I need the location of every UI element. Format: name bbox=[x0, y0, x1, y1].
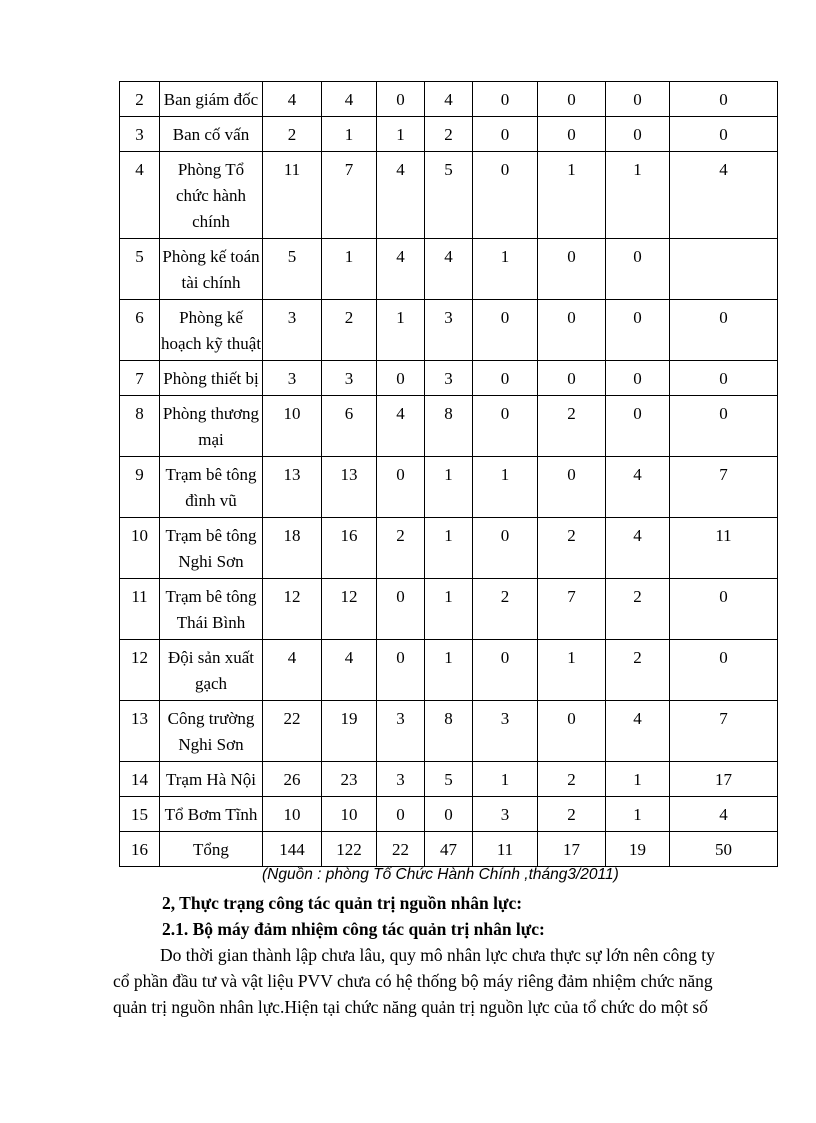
value-cell: 2 bbox=[322, 300, 377, 361]
value-cell: 0 bbox=[473, 152, 538, 239]
table-row bbox=[120, 300, 778, 361]
table-row bbox=[120, 457, 778, 518]
value-cell: 4 bbox=[606, 518, 670, 579]
value-cell: 0 bbox=[606, 117, 670, 152]
value-cell: 0 bbox=[606, 300, 670, 361]
row-number-cell: 16 bbox=[120, 832, 160, 867]
value-cell: 19 bbox=[322, 701, 377, 762]
value-cell: 1 bbox=[606, 762, 670, 797]
value-cell: 4 bbox=[377, 152, 425, 239]
table-row bbox=[120, 762, 778, 797]
value-cell: 0 bbox=[473, 82, 538, 117]
row-number-cell: 4 bbox=[120, 152, 160, 239]
department-cell: Phòng kế toán tài chính bbox=[160, 239, 263, 300]
table-source-note: (Nguồn : phòng Tổ Chức Hành Chính ,tháng3/2011) bbox=[262, 866, 619, 883]
value-cell: 4 bbox=[425, 82, 473, 117]
department-cell: Ban giám đốc bbox=[160, 82, 263, 117]
table-row bbox=[120, 797, 778, 832]
value-cell: 5 bbox=[263, 239, 322, 300]
value-cell: 4 bbox=[263, 82, 322, 117]
value-cell: 1 bbox=[606, 152, 670, 239]
department-cell: Phòng thiết bị bbox=[160, 361, 263, 396]
value-cell: 8 bbox=[425, 396, 473, 457]
department-cell: Phòng Tổ chức hành chính bbox=[160, 152, 263, 239]
row-number-cell: 13 bbox=[120, 701, 160, 762]
department-cell: Đội sản xuất gạch bbox=[160, 640, 263, 701]
value-cell: 4 bbox=[670, 152, 778, 239]
value-cell: 1 bbox=[425, 457, 473, 518]
value-cell: 17 bbox=[670, 762, 778, 797]
value-cell: 1 bbox=[425, 579, 473, 640]
value-cell: 0 bbox=[606, 82, 670, 117]
paragraph-line: quản trị nguồn nhân lực.Hiện tại chức năng quản trị nguồn lực của tổ chức do một số bbox=[113, 997, 708, 1017]
value-cell: 0 bbox=[538, 300, 606, 361]
value-cell bbox=[670, 239, 778, 300]
value-cell: 47 bbox=[425, 832, 473, 867]
value-cell: 6 bbox=[322, 396, 377, 457]
value-cell: 2 bbox=[606, 579, 670, 640]
row-number-cell: 7 bbox=[120, 361, 160, 396]
row-number-cell: 8 bbox=[120, 396, 160, 457]
value-cell: 5 bbox=[425, 762, 473, 797]
value-cell: 0 bbox=[538, 117, 606, 152]
value-cell: 0 bbox=[473, 640, 538, 701]
staff-statistics-table bbox=[119, 81, 778, 867]
value-cell: 3 bbox=[263, 300, 322, 361]
value-cell: 16 bbox=[322, 518, 377, 579]
value-cell: 3 bbox=[377, 701, 425, 762]
value-cell: 8 bbox=[425, 701, 473, 762]
value-cell: 0 bbox=[670, 579, 778, 640]
value-cell: 0 bbox=[425, 797, 473, 832]
value-cell: 0 bbox=[377, 579, 425, 640]
value-cell: 3 bbox=[425, 300, 473, 361]
value-cell: 0 bbox=[670, 300, 778, 361]
department-cell: Trạm bê tông đình vũ bbox=[160, 457, 263, 518]
table-row bbox=[120, 361, 778, 396]
row-number-cell: 5 bbox=[120, 239, 160, 300]
row-number-cell: 9 bbox=[120, 457, 160, 518]
value-cell: 11 bbox=[263, 152, 322, 239]
value-cell: 1 bbox=[322, 239, 377, 300]
value-cell: 1 bbox=[538, 640, 606, 701]
table-row bbox=[120, 117, 778, 152]
paragraph-line: cổ phần đầu tư và vật liệu PVV chưa có hệ thống bộ máy riêng đảm nhiệm chức năng bbox=[113, 971, 713, 991]
value-cell: 3 bbox=[377, 762, 425, 797]
department-cell: Phòng kế hoạch kỹ thuật bbox=[160, 300, 263, 361]
value-cell: 0 bbox=[377, 82, 425, 117]
table-row bbox=[120, 579, 778, 640]
value-cell: 50 bbox=[670, 832, 778, 867]
value-cell: 0 bbox=[538, 82, 606, 117]
value-cell: 4 bbox=[322, 640, 377, 701]
value-cell: 0 bbox=[606, 396, 670, 457]
value-cell: 4 bbox=[322, 82, 377, 117]
value-cell: 13 bbox=[263, 457, 322, 518]
value-cell: 3 bbox=[425, 361, 473, 396]
value-cell: 5 bbox=[425, 152, 473, 239]
value-cell: 0 bbox=[670, 82, 778, 117]
department-cell: Trạm bê tông Nghi Sơn bbox=[160, 518, 263, 579]
value-cell: 3 bbox=[322, 361, 377, 396]
section-heading: 2, Thực trạng công tác quản trị nguồn nhân lực: bbox=[162, 893, 523, 913]
value-cell: 2 bbox=[425, 117, 473, 152]
value-cell: 0 bbox=[377, 361, 425, 396]
value-cell: 0 bbox=[538, 701, 606, 762]
body-paragraph bbox=[113, 942, 765, 1020]
table-row bbox=[120, 82, 778, 117]
department-cell: Ban cố vấn bbox=[160, 117, 263, 152]
value-cell: 4 bbox=[670, 797, 778, 832]
department-cell: Trạm bê tông Thái Bình bbox=[160, 579, 263, 640]
table-row bbox=[120, 152, 778, 239]
value-cell: 1 bbox=[425, 640, 473, 701]
value-cell: 2 bbox=[377, 518, 425, 579]
value-cell: 7 bbox=[670, 457, 778, 518]
value-cell: 2 bbox=[538, 762, 606, 797]
value-cell: 1 bbox=[322, 117, 377, 152]
value-cell: 144 bbox=[263, 832, 322, 867]
value-cell: 0 bbox=[538, 239, 606, 300]
value-cell: 0 bbox=[473, 396, 538, 457]
value-cell: 11 bbox=[670, 518, 778, 579]
value-cell: 2 bbox=[473, 579, 538, 640]
value-cell: 3 bbox=[263, 361, 322, 396]
department-cell: Phòng thương mại bbox=[160, 396, 263, 457]
value-cell: 0 bbox=[538, 361, 606, 396]
value-cell: 12 bbox=[322, 579, 377, 640]
value-cell: 3 bbox=[473, 701, 538, 762]
department-cell: Công trường Nghi Sơn bbox=[160, 701, 263, 762]
value-cell: 10 bbox=[263, 797, 322, 832]
value-cell: 23 bbox=[322, 762, 377, 797]
row-number-cell: 10 bbox=[120, 518, 160, 579]
value-cell: 26 bbox=[263, 762, 322, 797]
row-number-cell: 11 bbox=[120, 579, 160, 640]
value-cell: 4 bbox=[377, 396, 425, 457]
value-cell: 11 bbox=[473, 832, 538, 867]
value-cell: 1 bbox=[473, 762, 538, 797]
value-cell: 122 bbox=[322, 832, 377, 867]
department-cell: Trạm Hà Nội bbox=[160, 762, 263, 797]
value-cell: 19 bbox=[606, 832, 670, 867]
value-cell: 2 bbox=[606, 640, 670, 701]
value-cell: 7 bbox=[538, 579, 606, 640]
value-cell: 0 bbox=[606, 239, 670, 300]
row-number-cell: 14 bbox=[120, 762, 160, 797]
value-cell: 18 bbox=[263, 518, 322, 579]
value-cell: 4 bbox=[425, 239, 473, 300]
value-cell: 7 bbox=[670, 701, 778, 762]
value-cell: 4 bbox=[263, 640, 322, 701]
subsection-heading: 2.1. Bộ máy đảm nhiệm công tác quản trị nhân lực: bbox=[162, 919, 545, 939]
value-cell: 12 bbox=[263, 579, 322, 640]
row-number-cell: 15 bbox=[120, 797, 160, 832]
value-cell: 4 bbox=[606, 457, 670, 518]
table-row bbox=[120, 239, 778, 300]
value-cell: 4 bbox=[377, 239, 425, 300]
value-cell: 0 bbox=[473, 518, 538, 579]
value-cell: 0 bbox=[670, 640, 778, 701]
row-number-cell: 12 bbox=[120, 640, 160, 701]
value-cell: 2 bbox=[538, 797, 606, 832]
value-cell: 0 bbox=[606, 361, 670, 396]
paragraph-line: Do thời gian thành lập chưa lâu, quy mô nhân lực chưa thực sự lớn nên công ty bbox=[160, 945, 715, 965]
value-cell: 2 bbox=[263, 117, 322, 152]
value-cell: 0 bbox=[473, 117, 538, 152]
value-cell: 10 bbox=[263, 396, 322, 457]
value-cell: 0 bbox=[377, 797, 425, 832]
table-row bbox=[120, 518, 778, 579]
value-cell: 1 bbox=[425, 518, 473, 579]
value-cell: 22 bbox=[377, 832, 425, 867]
value-cell: 13 bbox=[322, 457, 377, 518]
value-cell: 0 bbox=[377, 457, 425, 518]
value-cell: 3 bbox=[473, 797, 538, 832]
department-cell: Tổng bbox=[160, 832, 263, 867]
value-cell: 1 bbox=[473, 239, 538, 300]
table-row bbox=[120, 832, 778, 867]
row-number-cell: 2 bbox=[120, 82, 160, 117]
department-cell: Tổ Bơm Tĩnh bbox=[160, 797, 263, 832]
value-cell: 1 bbox=[377, 300, 425, 361]
value-cell: 1 bbox=[377, 117, 425, 152]
value-cell: 2 bbox=[538, 518, 606, 579]
table-row bbox=[120, 396, 778, 457]
value-cell: 0 bbox=[670, 396, 778, 457]
row-number-cell: 3 bbox=[120, 117, 160, 152]
table-row bbox=[120, 701, 778, 762]
value-cell: 1 bbox=[473, 457, 538, 518]
value-cell: 0 bbox=[473, 361, 538, 396]
value-cell: 17 bbox=[538, 832, 606, 867]
value-cell: 1 bbox=[606, 797, 670, 832]
value-cell: 1 bbox=[538, 152, 606, 239]
value-cell: 10 bbox=[322, 797, 377, 832]
value-cell: 0 bbox=[670, 361, 778, 396]
value-cell: 22 bbox=[263, 701, 322, 762]
value-cell: 0 bbox=[377, 640, 425, 701]
table-row bbox=[120, 640, 778, 701]
value-cell: 0 bbox=[538, 457, 606, 518]
value-cell: 7 bbox=[322, 152, 377, 239]
value-cell: 2 bbox=[538, 396, 606, 457]
value-cell: 4 bbox=[606, 701, 670, 762]
value-cell: 0 bbox=[670, 117, 778, 152]
value-cell: 0 bbox=[473, 300, 538, 361]
row-number-cell: 6 bbox=[120, 300, 160, 361]
